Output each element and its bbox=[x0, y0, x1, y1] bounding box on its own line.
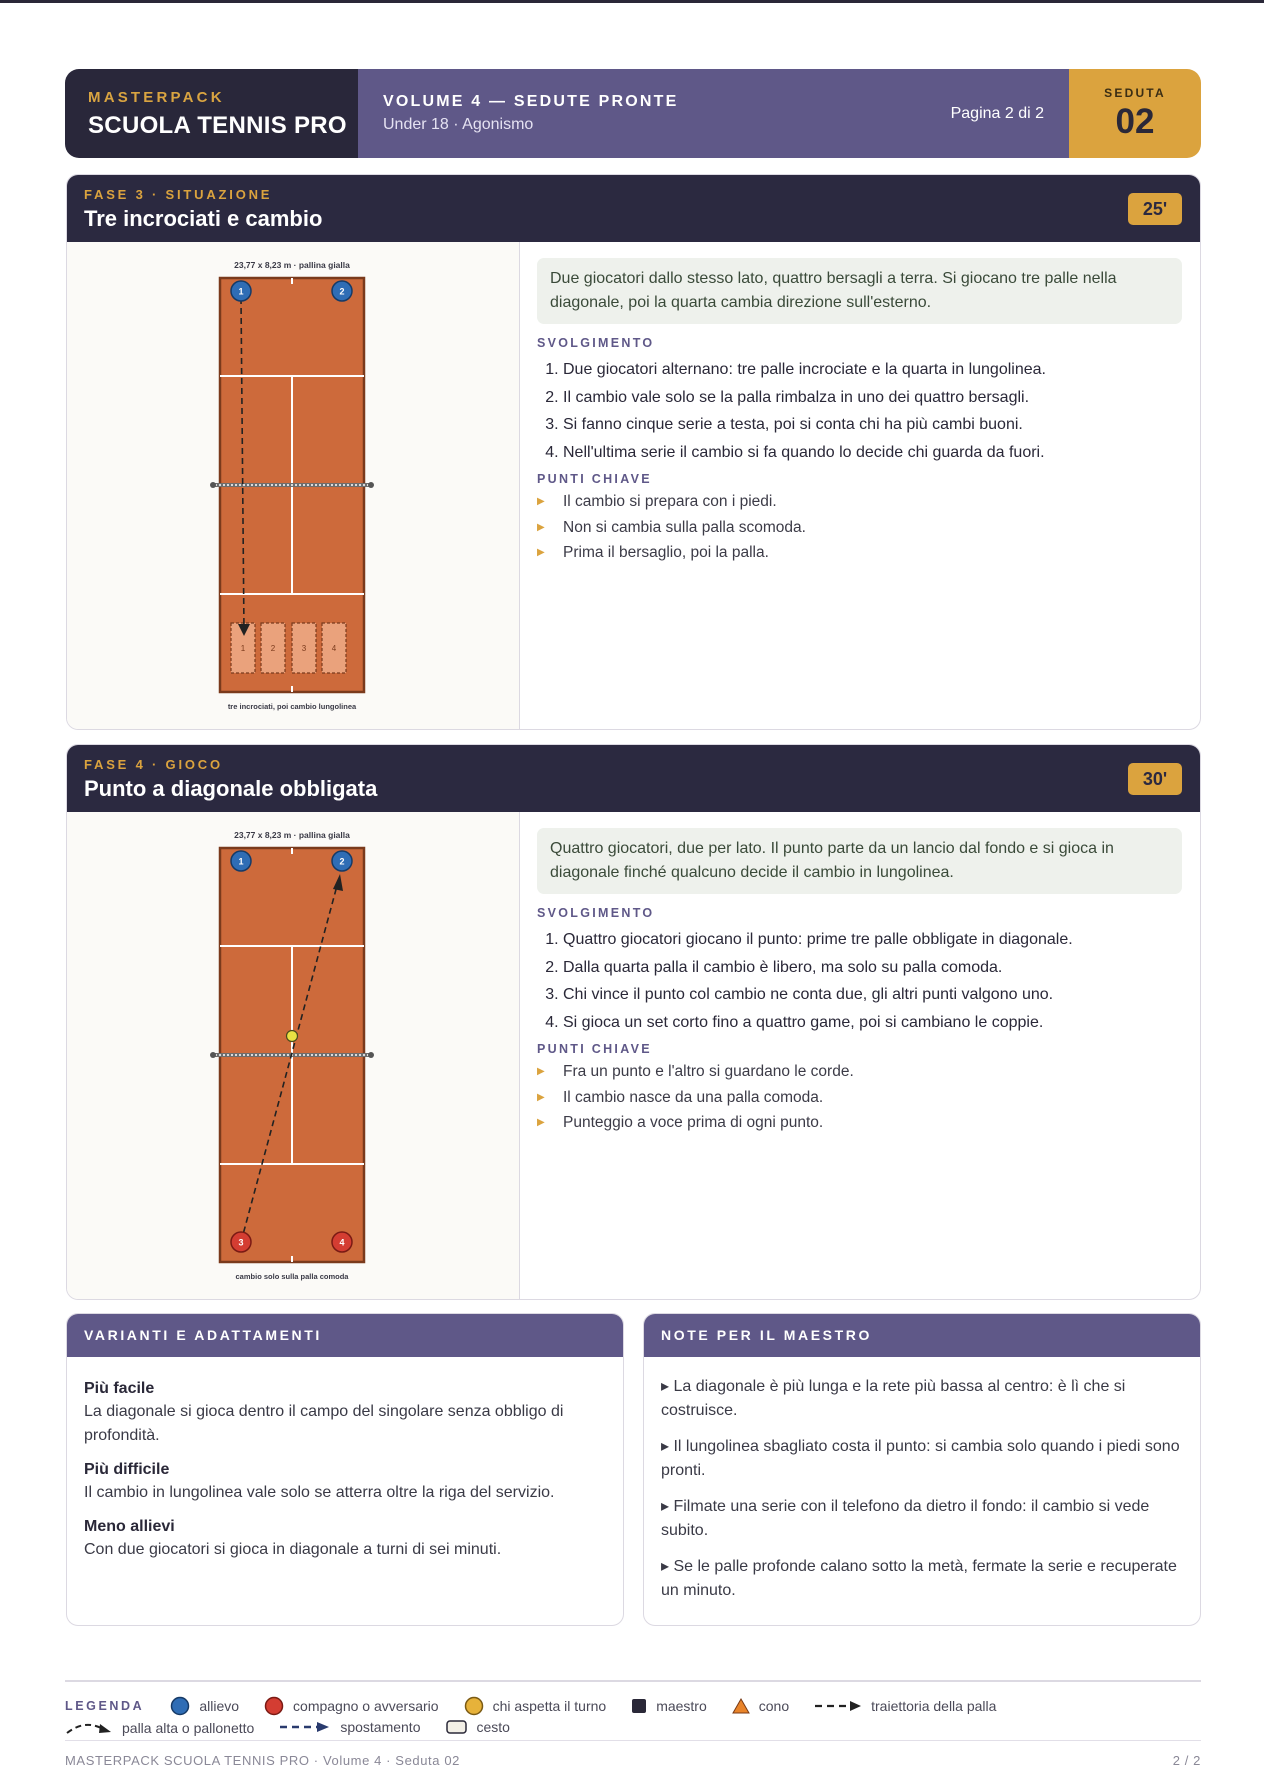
brand-block bbox=[65, 69, 358, 158]
top-rule bbox=[0, 0, 1264, 3]
steps-label: SVOLGIMENTO bbox=[537, 336, 655, 350]
player-number: 1 bbox=[238, 856, 244, 867]
key-point: ▶ Fra un punto e l'altro si guardano le corde. bbox=[537, 1059, 1182, 1085]
note-item: ▸ Il lungolinea sbagliato costa il punto: si cambia solo quando i piedi sono pronti. bbox=[661, 1438, 1180, 1479]
legend-text: chi aspetta il turno bbox=[492, 1698, 607, 1714]
key-point: ▶ Il cambio nasce da una palla comoda. bbox=[537, 1085, 1182, 1111]
player-number: 3 bbox=[238, 1237, 244, 1248]
variants-title: VARIANTI E ADATTAMENTI bbox=[67, 1314, 623, 1357]
court-diagram-svg bbox=[67, 242, 520, 729]
phase-intro: Quattro giocatori, due per lato. Il punto parte da un lancio dal fondo e si gioca in diagonale finché qualcuno decide il cambio in lungolinea. bbox=[537, 828, 1182, 894]
page-indicator: Pagina 2 di 2 bbox=[950, 104, 1044, 122]
key-points-list bbox=[537, 489, 1182, 566]
legend-text: allievo bbox=[199, 1698, 240, 1714]
steps-list bbox=[537, 356, 1182, 466]
legend-text: cono bbox=[758, 1698, 790, 1714]
key-point: ▶ Non si cambia sulla palla scomoda. bbox=[537, 515, 1182, 541]
phase-title: Punto a diagonale obbligata bbox=[84, 776, 378, 801]
note-item: ▸ Filmate una serie con il telefono da dietro il fondo: il cambio si vede subito. bbox=[661, 1498, 1150, 1539]
seduta-label: SEDUTA bbox=[1104, 86, 1166, 100]
legend-text: traiettoria della palla bbox=[871, 1698, 997, 1714]
steps-label: SVOLGIMENTO bbox=[537, 906, 655, 920]
brand-kicker: MASTERPACK bbox=[88, 89, 225, 106]
legend-text: compagno o avversario bbox=[293, 1698, 439, 1714]
step-item: 1. Quattro giocatori giocano il punto: prime tre palle obbligate in diagonale. bbox=[563, 926, 1182, 954]
player-number: 2 bbox=[339, 856, 345, 867]
phase-title: Tre incrociati e cambio bbox=[84, 206, 323, 231]
step-item: 4. Si gioca un set corto fino a quattro game, poi si cambiano le coppie. bbox=[563, 1009, 1182, 1037]
legend-text: maestro bbox=[656, 1698, 707, 1714]
step-item: 2. Dalla quarta palla il cambio è libero, ma solo su palla comoda. bbox=[563, 954, 1182, 982]
legend-text: palla alta o pallonetto bbox=[122, 1720, 255, 1736]
keys-label: PUNTI CHIAVE bbox=[537, 472, 652, 486]
player-number: 1 bbox=[238, 286, 244, 297]
variant-title: Più facile bbox=[84, 1380, 155, 1397]
variant-text: Con due giocatori si gioca in diagonale a turni di sei minuti. bbox=[84, 1541, 502, 1558]
step-item: 3. Si fanno cinque serie a testa, poi si conta chi ha più cambi buoni. bbox=[563, 411, 1182, 439]
legend bbox=[65, 1693, 1201, 1736]
red-circle-icon bbox=[264, 1696, 284, 1716]
footer-page-number: 2 / 2 bbox=[1172, 1753, 1201, 1768]
variant-title: Meno allievi bbox=[84, 1518, 175, 1535]
legend-text: spostamento bbox=[340, 1719, 421, 1735]
yellow-circle-icon bbox=[464, 1696, 484, 1716]
diagram-caption-top: 23,77 x 8,23 m · pallina gialla bbox=[234, 830, 350, 840]
net-post bbox=[210, 1052, 216, 1058]
tennis-ball-marker bbox=[287, 1031, 298, 1042]
volume-title: VOLUME 4 — SEDUTE PRONTE bbox=[383, 93, 679, 110]
brand-name: SCUOLA TENNIS PRO bbox=[88, 112, 347, 139]
legend-label: LEGENDA bbox=[65, 1699, 145, 1713]
diagram-caption-top: 23,77 x 8,23 m · pallina gialla bbox=[234, 260, 350, 270]
keys-label: PUNTI CHIAVE bbox=[537, 1042, 652, 1056]
step-item: 2. Il cambio vale solo se la palla rimbalza in uno dei quattro bersagli. bbox=[563, 384, 1182, 412]
target-label: 4 bbox=[331, 644, 337, 653]
step-item: 1. Due giocatori alternano: tre palle incrociate e la quarta in lungolinea. bbox=[563, 356, 1182, 384]
basket-icon bbox=[446, 1719, 468, 1735]
step-item: 3. Chi vince il punto col cambio ne conta due, gli altri punti valgono uno. bbox=[563, 981, 1182, 1009]
phase-content bbox=[520, 812, 1200, 1299]
phase-kicker: FASE 4 · GIOCO bbox=[84, 757, 223, 772]
phase-intro: Due giocatori dallo stesso lato, quattro bersagli a terra. Si giocano tre palle nella diagonale, poi la quarta cambia direzione sull'esterno. bbox=[537, 258, 1182, 324]
orange-cone-icon bbox=[732, 1698, 750, 1714]
phase-card-4 bbox=[66, 744, 1201, 1300]
notes-title: NOTE PER IL MAESTRO bbox=[644, 1314, 1200, 1357]
steps-list bbox=[537, 926, 1182, 1036]
net-post bbox=[210, 482, 216, 488]
step-item: 4. Nell'ultima serie il cambio si fa quando lo decide chi guarda da fuori. bbox=[563, 439, 1182, 467]
key-point: ▶ Prima il bersaglio, poi la palla. bbox=[537, 540, 1182, 566]
target-label: 3 bbox=[301, 644, 307, 653]
phase-content bbox=[520, 242, 1200, 729]
dashed-blue-arrow-icon bbox=[279, 1719, 331, 1735]
footer-left: MASTERPACK SCUOLA TENNIS PRO · Volume 4 · Seduta 02 bbox=[65, 1753, 460, 1768]
footer-divider bbox=[65, 1740, 1201, 1741]
diagram-caption-bottom: tre incrociati, poi cambio lungolinea bbox=[227, 702, 357, 711]
player-number: 4 bbox=[339, 1237, 345, 1248]
court-diagram bbox=[67, 812, 520, 1299]
variants-box bbox=[66, 1313, 624, 1626]
blue-circle-icon bbox=[170, 1696, 190, 1716]
black-square-icon bbox=[631, 1698, 647, 1714]
note-item: ▸ La diagonale è più lunga e la rete più bassa al centro: è lì che si costruisce. bbox=[661, 1378, 1126, 1419]
curved-arrow-icon bbox=[65, 1719, 113, 1737]
teacher-notes-box bbox=[643, 1313, 1201, 1626]
variant-item bbox=[84, 1380, 606, 1448]
variant-item bbox=[84, 1461, 606, 1505]
phase-duration-badge: 25' bbox=[1128, 193, 1182, 225]
court-diagram bbox=[67, 242, 520, 729]
dashed-arrow-icon bbox=[814, 1699, 862, 1713]
diagram-caption-bottom: cambio solo sulla palla comoda bbox=[235, 1272, 349, 1281]
seduta-number: 02 bbox=[1115, 102, 1155, 141]
target-label: 1 bbox=[240, 644, 246, 653]
variant-title: Più difficile bbox=[84, 1461, 170, 1478]
note-item: ▸ Se le palle profonde calano sotto la metà, fermate la serie e recuperate un minuto. bbox=[661, 1558, 1177, 1599]
phase-duration-badge: 30' bbox=[1128, 763, 1182, 795]
phase-card-3 bbox=[66, 174, 1201, 730]
variant-text: Il cambio in lungolinea vale solo se atterra oltre la riga del servizio. bbox=[84, 1484, 555, 1501]
key-point: ▶ Il cambio si prepara con i piedi. bbox=[537, 489, 1182, 515]
legend-text: cesto bbox=[476, 1719, 510, 1735]
key-points-list bbox=[537, 1059, 1182, 1136]
seduta-badge bbox=[1069, 69, 1201, 158]
key-point: ▶ Punteggio a voce prima di ogni punto. bbox=[537, 1110, 1182, 1136]
net-post bbox=[368, 482, 374, 488]
variant-item bbox=[84, 1518, 606, 1562]
volume-subtitle: Under 18 · Agonismo bbox=[383, 116, 534, 133]
phase-kicker: FASE 3 · SITUAZIONE bbox=[84, 187, 273, 202]
variant-text: La diagonale si gioca dentro il campo del singolare senza obbligo di profondità. bbox=[84, 1403, 564, 1444]
net-post bbox=[368, 1052, 374, 1058]
court-diagram-svg bbox=[67, 812, 520, 1299]
phase-header bbox=[67, 745, 1200, 812]
legend-divider bbox=[65, 1680, 1201, 1682]
page-header bbox=[65, 69, 1201, 158]
target-label: 2 bbox=[270, 644, 276, 653]
page-footer bbox=[65, 1753, 1201, 1768]
volume-block bbox=[358, 69, 1069, 158]
player-number: 2 bbox=[339, 286, 345, 297]
phase-header bbox=[67, 175, 1200, 242]
